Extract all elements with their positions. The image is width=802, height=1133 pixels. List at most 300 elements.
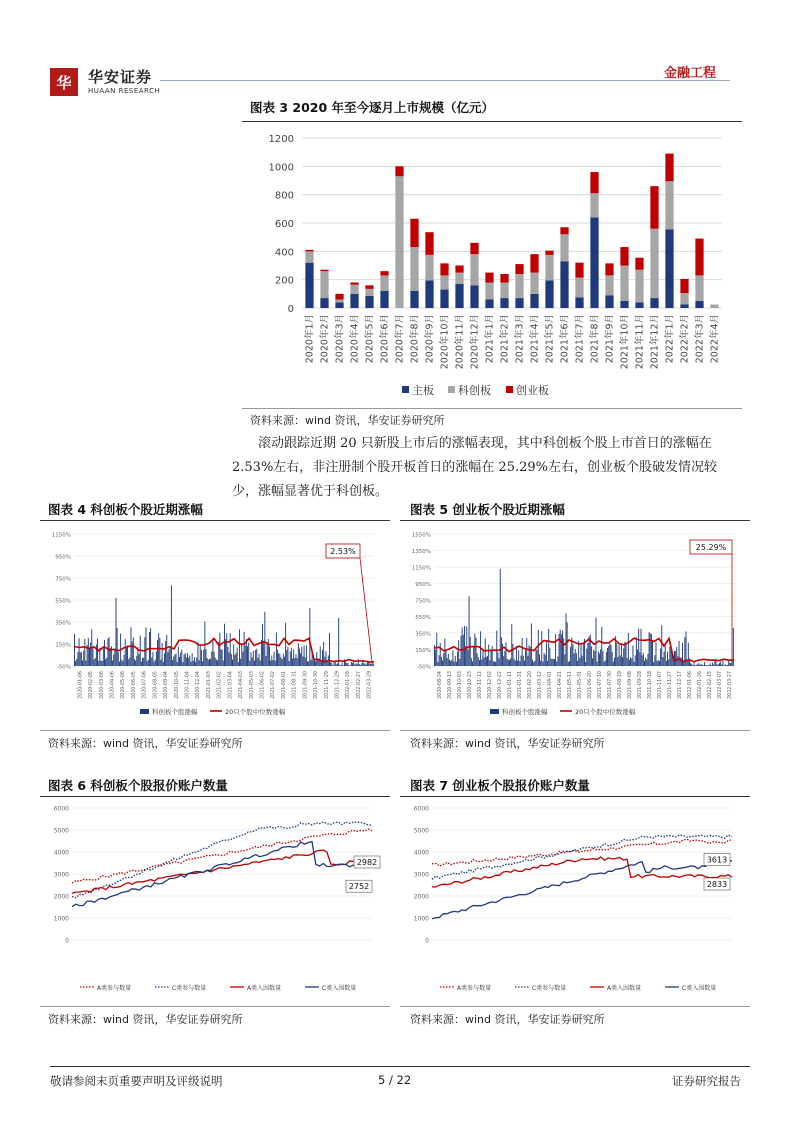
fig7-legend-label: A类参与数量 (457, 985, 492, 992)
fig3-bar-star (320, 271, 328, 298)
fig5-bar (661, 625, 662, 666)
fig5-bar (713, 664, 714, 666)
fig5-bar (635, 655, 636, 666)
fig4-bar (156, 651, 157, 666)
header-divider (160, 80, 730, 81)
fig4-xtick-label: 2020-09-04 (164, 671, 170, 699)
fig4-bar (169, 649, 170, 666)
fig4-bar (196, 657, 197, 666)
fig4-bar (124, 655, 125, 666)
fig4-bar (252, 657, 253, 666)
fig5-bar (612, 652, 613, 666)
fig5-bar (464, 626, 465, 666)
fig5-xtick-label: 2022-02-15 (708, 671, 713, 699)
fig4-bar (141, 662, 142, 666)
fig5-bar (549, 648, 550, 666)
fig3-xtick-label: 2021年2月 (499, 314, 511, 364)
fig5-ytick-label: 1150% (411, 565, 431, 572)
fig3-legend-swatch (506, 386, 513, 393)
fig5-bar (556, 661, 557, 666)
fig3-bar-gem (395, 166, 403, 176)
fig3-bar-gem (605, 263, 613, 275)
fig5-bar (496, 631, 497, 666)
fig4-bar (357, 664, 358, 666)
fig4-bar (260, 660, 261, 666)
fig5-bar (576, 653, 577, 666)
fig4-xtick-label: 2020-07-06 (142, 671, 148, 699)
fig5-bar (662, 657, 663, 666)
fig5-bar (449, 660, 450, 666)
fig3-xtick-label: 2021年9月 (604, 314, 616, 364)
fig5-bar (658, 660, 659, 666)
fig5-bar (551, 659, 552, 666)
fig4-bar (233, 644, 234, 666)
fig4-legend-swatch (140, 709, 149, 714)
fig4-bar (356, 663, 357, 666)
fig4-bar (177, 662, 178, 666)
fig4-bar (306, 645, 307, 666)
fig4-bar (365, 663, 366, 666)
fig3-bar-gem (440, 263, 448, 275)
fig3-bar-star (515, 274, 523, 298)
fig4-bar (281, 657, 282, 666)
fig4-bar (351, 662, 352, 666)
fig4-bar (165, 641, 166, 666)
fig4-ytick-label: 350% (55, 620, 71, 627)
fig4-bar (167, 652, 168, 666)
fig7-callout-text: 3613 (706, 855, 728, 865)
fig4-bar (125, 639, 126, 666)
fig4-bar (136, 656, 137, 666)
fig5-bar (614, 658, 615, 666)
fig5-bar (521, 655, 522, 666)
fig4-bar (366, 665, 367, 666)
fig5-bar (690, 663, 691, 666)
fig4-bar (326, 651, 327, 666)
fig5-bar (437, 662, 438, 666)
fig4-bar (336, 664, 337, 666)
fig5-bar (570, 647, 571, 666)
fig3-xtick-label: 2020年3月 (334, 314, 346, 364)
fig5-bar (596, 618, 597, 666)
fig4-caption-rule (40, 520, 390, 521)
fig3-xtick-label: 2021年8月 (589, 314, 601, 364)
fig4-bar (178, 647, 179, 666)
fig4-bar (206, 649, 207, 666)
fig4-bar (296, 654, 297, 666)
fig5-bar (485, 638, 486, 666)
fig4-bar (277, 650, 278, 666)
fig3-bar-main (380, 291, 388, 308)
fig4-bar (172, 660, 173, 666)
fig4-bar (347, 663, 348, 666)
fig4-bar (152, 652, 153, 666)
fig4-bar (164, 653, 165, 666)
fig4-bar (129, 657, 130, 666)
fig5-bar (652, 640, 653, 666)
fig5-bar (683, 662, 684, 666)
fig5-bar (568, 662, 569, 666)
fig5-bar (539, 654, 540, 666)
fig5-bar (546, 641, 547, 666)
fig4-bar (76, 659, 77, 666)
fig4-bar (314, 660, 315, 666)
fig4-bar (238, 662, 239, 666)
fig5-bar (446, 650, 447, 666)
fig4-bar (293, 650, 294, 666)
fig4-bar (311, 660, 312, 666)
fig4-bar (251, 652, 252, 666)
fig5-ytick-label: 550% (415, 615, 431, 621)
fig5-bar (628, 633, 629, 666)
fig4-bar (142, 658, 143, 666)
fig4-bar (337, 663, 338, 666)
fig3-xtick-label: 2021年7月 (574, 314, 586, 364)
fig5-legend-label: 20只个股中位数涨幅 (575, 708, 636, 716)
fig5-bar (523, 656, 524, 666)
fig5-bar (495, 662, 496, 666)
fig3-xtick-label: 2021年11月 (634, 314, 646, 370)
fig3-xtick-label: 2022年4月 (709, 314, 721, 364)
fig4-bar (109, 637, 110, 666)
fig4-bar (339, 665, 340, 666)
fig3-bar-star (455, 273, 463, 284)
fig4-bar (274, 652, 275, 666)
fig3-bar-star (680, 293, 688, 304)
fig5-bar (442, 660, 443, 666)
fig5-xtick-label: 2020-11-12 (478, 671, 483, 699)
fig5-bar (456, 662, 457, 666)
fig3-bar-gem (515, 264, 523, 274)
fig3-bar-star (530, 273, 538, 294)
fig3-bar-star (365, 289, 373, 296)
fig3-bar-main (680, 304, 688, 308)
fig6-source: 资料来源：wind 资讯，华安证券研究所 (48, 1013, 243, 1026)
fig4-ytick-label: 1150% (51, 532, 71, 539)
fig3-bar-gem (410, 219, 418, 247)
fig4-bar (104, 640, 105, 666)
fig4-bar (161, 660, 162, 666)
fig3-bar-star (710, 304, 718, 308)
fig5-bar (518, 650, 519, 666)
fig7-callout-text: 2833 (706, 880, 728, 889)
fig5-chart (400, 524, 750, 724)
fig5-bar (642, 655, 643, 666)
fig5-bar (621, 643, 622, 666)
fig5-xtick-label: 2020-09-13 (448, 671, 453, 699)
fig6-legend-label: C类参与数量 (172, 985, 207, 992)
fig7-ytick-label: 6000 (413, 805, 429, 813)
fig4-xtick-label: 2021-03-04 (228, 671, 234, 699)
fig3-legend-label: 主板 (412, 384, 434, 397)
fig3-xtick-label: 2020年9月 (424, 314, 436, 364)
fig5-bar (599, 654, 600, 666)
fig7-legend-label: C类入围数量 (682, 985, 717, 992)
fig4-bar (217, 660, 218, 666)
fig4-bar (268, 639, 269, 666)
fig3-xtick-label: 2020年2月 (319, 314, 331, 364)
fig5-bar (592, 658, 593, 666)
fig5-bar (581, 644, 582, 666)
fig5-bar (714, 661, 715, 666)
fig4-bar (263, 641, 264, 666)
fig5-bar (436, 633, 437, 666)
fig5-bar (473, 646, 474, 666)
fig5-bar (653, 662, 654, 666)
fig5-bar (527, 656, 528, 666)
fig4-bar (133, 637, 134, 666)
fig3-bar-gem (560, 227, 568, 234)
fig4-bar (289, 661, 290, 666)
fig4-bar (285, 623, 286, 666)
fig5-ytick-label: 750% (415, 598, 431, 605)
fig4-bar (127, 645, 128, 666)
fig6-ytick-label: 2000 (53, 893, 69, 901)
fig4-bar (338, 618, 339, 666)
fig5-bar (624, 642, 625, 666)
fig5-ytick-label: 1550% (411, 532, 431, 539)
fig5-bar (533, 662, 534, 666)
fig4-bar (223, 661, 224, 666)
fig3-xtick-label: 2021年4月 (529, 314, 541, 364)
fig4-bar (283, 654, 284, 666)
fig4-bar (259, 654, 260, 666)
fig4-bottom-rule (40, 730, 390, 731)
fig4-bar (107, 639, 108, 666)
fig3-bar-main (500, 298, 508, 308)
fig5-bar (569, 661, 570, 666)
fig4-bar (353, 661, 354, 666)
fig5-bar (722, 661, 723, 666)
fig5-bar (560, 630, 561, 666)
fig5-bar (699, 665, 700, 666)
fig4-bar (163, 662, 164, 666)
fig3-bar-star (305, 251, 313, 262)
fig4-bar (193, 661, 194, 666)
fig4-bar (284, 657, 285, 666)
fig4-bar (148, 660, 149, 666)
fig5-bar (476, 638, 477, 666)
fig6-callout-text: 2982 (356, 858, 378, 867)
fig5-bar (450, 661, 451, 666)
fig6-legend-label: A类参与数量 (97, 985, 132, 992)
fig4-bar (211, 651, 212, 666)
fig4-bar (264, 612, 265, 666)
fig5-bar (619, 645, 620, 666)
footer-divider (50, 1066, 750, 1067)
fig5-bar (605, 660, 606, 666)
fig3-xtick-label: 2022年3月 (694, 314, 706, 364)
fig3-bar-star (575, 278, 583, 298)
fig5-bar (494, 662, 495, 666)
fig4-legend-label: 20只个股中位数涨幅 (225, 708, 286, 716)
fig4-bar (179, 657, 180, 666)
fig5-callout-text: 25.29% (695, 543, 727, 552)
fig4-bar (249, 661, 250, 666)
fig4-bar (86, 660, 87, 666)
fig4-xtick-label: 2022-03-29 (367, 671, 373, 699)
fig4-bar (194, 657, 195, 666)
fig5-bar (639, 652, 640, 666)
fig3-bar-star (560, 234, 568, 261)
fig4-bar (139, 654, 140, 666)
fig5-bar (632, 646, 633, 666)
fig4-bar (208, 660, 209, 666)
fig5-bar (510, 658, 511, 666)
fig4-bar (332, 665, 333, 666)
fig4-xtick-label: 2021-12-29 (335, 671, 341, 699)
fig4-xtick-label: 2020-03-06 (99, 671, 105, 699)
fig5-bar (667, 652, 668, 666)
fig4-xtick-label: 2020-12-04 (196, 671, 202, 699)
fig6-callout-text: 2752 (348, 882, 370, 892)
fig3-bar-star (425, 255, 433, 281)
fig4-bar (79, 638, 80, 666)
fig5-bar (647, 654, 648, 666)
company-name-en: HUAAN RESEARCH (88, 87, 161, 95)
fig4-bar (95, 658, 96, 666)
fig5-bar (553, 659, 554, 666)
fig4-bar (248, 643, 249, 666)
fig5-bar (537, 650, 538, 666)
fig4-bar (330, 662, 331, 666)
fig4-bar (255, 650, 256, 666)
fig4-bar (121, 660, 122, 666)
fig3-xtick-label: 2021年3月 (514, 314, 526, 364)
fig5-bar (452, 651, 453, 666)
fig3-bar-main (560, 261, 568, 308)
fig4-bar (224, 624, 225, 666)
fig4-bar (225, 639, 226, 666)
fig4-bar (350, 665, 351, 666)
fig7-source: 资料来源：wind 资讯，华安证券研究所 (410, 1013, 605, 1026)
fig5-bar (457, 651, 458, 666)
fig5-bar (602, 651, 603, 666)
fig5-bar (512, 644, 513, 666)
fig4-bar (322, 650, 323, 666)
fig3-legend-swatch (402, 386, 409, 393)
fig4-bar (275, 661, 276, 666)
fig4-bar (278, 653, 279, 666)
fig3-bar-main (485, 300, 493, 309)
fig4-bar (171, 585, 172, 666)
fig4-bar (102, 661, 103, 666)
fig4-bar (197, 642, 198, 666)
fig5-bar (698, 663, 699, 666)
fig4-bar (83, 651, 84, 666)
fig5-bar (643, 653, 644, 666)
fig3-bar-main (455, 284, 463, 308)
fig5-bar (597, 662, 598, 666)
fig5-bar (572, 644, 573, 666)
fig3-bar-main (665, 229, 673, 308)
fig5-bar (540, 661, 541, 666)
fig6-caption-rule (40, 796, 390, 797)
fig4-bar (345, 662, 346, 666)
fig5-bar (459, 659, 460, 666)
fig4-bar (92, 647, 93, 666)
fig3-bar-star (605, 275, 613, 295)
fig5-bar (555, 634, 556, 666)
fig5-bar (491, 650, 492, 666)
fig5-bar (726, 665, 727, 666)
fig4-bar (369, 663, 370, 666)
fig4-bar (242, 652, 243, 666)
fig5-bar (634, 662, 635, 666)
fig5-bar (724, 665, 725, 666)
fig5-bar (608, 646, 609, 666)
fig7-ytick-label: 2000 (413, 893, 429, 901)
fig4-bar (187, 653, 188, 666)
fig3-xtick-label: 2020年1月 (304, 314, 316, 364)
fig4-bar (143, 658, 144, 666)
fig5-legend-swatch (490, 709, 499, 714)
fig3-bar-star (665, 181, 673, 229)
fig4-bar (112, 661, 113, 666)
fig5-bar (482, 650, 483, 666)
fig5-bar (649, 632, 650, 666)
fig5-xtick-label: 2022-01-06 (688, 671, 693, 699)
fig5-bar (541, 631, 542, 666)
fig6-series-line (72, 850, 372, 893)
fig4-bar (320, 646, 321, 666)
fig4-bar (256, 649, 257, 666)
fig5-bar (721, 664, 722, 666)
fig3-bar-main (605, 295, 613, 308)
fig4-bar (146, 627, 147, 666)
fig3-bar-gem (590, 172, 598, 193)
fig5-bar (665, 646, 666, 666)
fig3-ytick-label: 600 (274, 219, 294, 230)
fig4-bar (297, 658, 298, 666)
fig5-xtick-label: 2022-03-27 (728, 671, 733, 699)
fig5-bar (707, 665, 708, 666)
fig5-bar (448, 654, 449, 666)
fig5-bar (706, 665, 707, 666)
fig4-bar (282, 659, 283, 666)
fig5-bar (519, 661, 520, 666)
fig3-bar-gem (425, 232, 433, 255)
fig4-bar (203, 650, 204, 666)
fig4-bar (231, 654, 232, 666)
fig4-bar (166, 635, 167, 666)
fig5-xtick-label: 2020-12-02 (488, 671, 493, 699)
fig5-ytick-label: -50% (416, 664, 431, 671)
fig5-bar (600, 649, 601, 666)
fig7-series-line (432, 859, 732, 919)
fig4-bar (241, 644, 242, 666)
fig4-xtick-label: 2021-08-01 (281, 671, 287, 699)
fig4-bar (230, 633, 231, 666)
fig3-bar-main (440, 290, 448, 308)
fig7-legend-label: A类入围数量 (607, 985, 642, 992)
fig5-bar (666, 661, 667, 666)
fig5-bar (574, 653, 575, 666)
fig6-bottom-rule (40, 1006, 390, 1007)
fig3-xtick-label: 2021年1月 (484, 314, 496, 364)
fig4-bar (103, 648, 104, 666)
fig4-bar (84, 639, 85, 666)
fig5-bar (525, 650, 526, 666)
fig7-series-line (432, 839, 732, 866)
fig4-bar (90, 643, 91, 666)
fig5-bar (548, 629, 549, 666)
fig4-bar (227, 647, 228, 666)
fig4-bar (267, 642, 268, 666)
fig4-bar (302, 656, 303, 666)
fig4-xtick-label: 2022-01-28 (346, 671, 352, 699)
fig5-bar (579, 658, 580, 666)
